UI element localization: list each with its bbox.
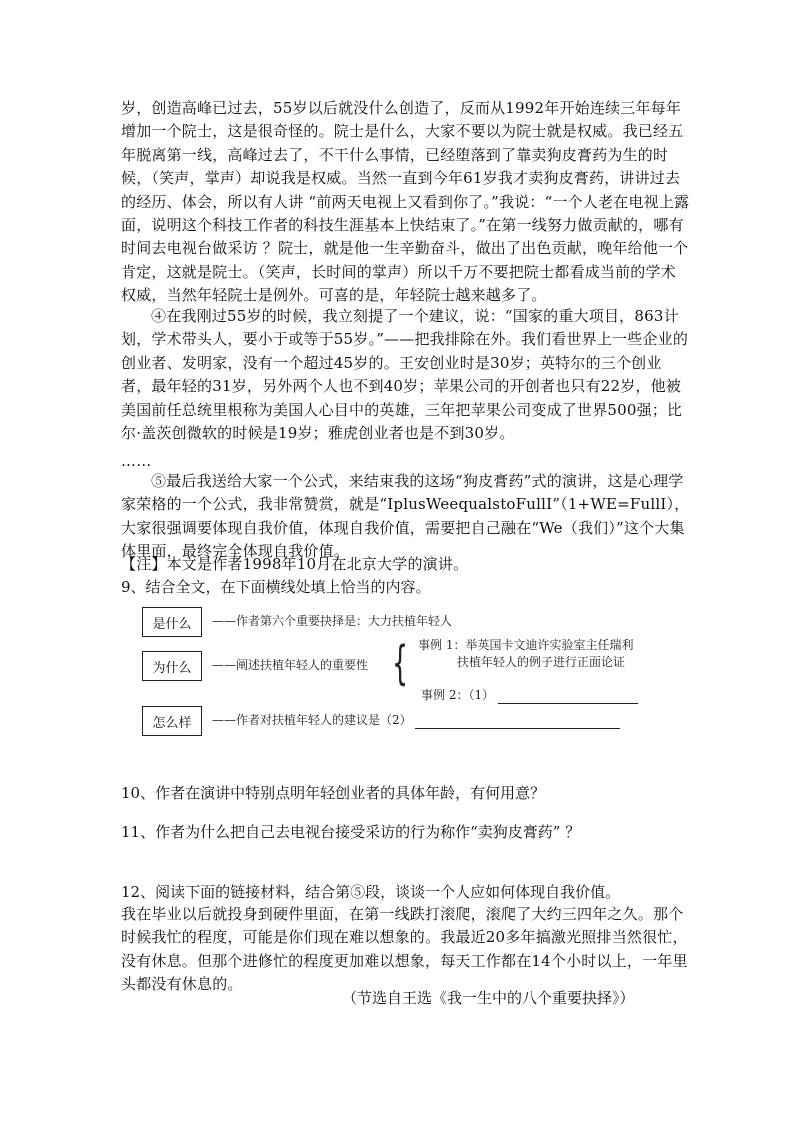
example-1-line1: 事例 1：举英国卡文迪许实验室主任瑞利 bbox=[418, 638, 634, 652]
link-material-source: （节选自王选《我一生中的八个重要抉择》） bbox=[342, 989, 635, 1007]
diagram-line-why: ——阐述扶植年轻人的重要性 bbox=[212, 658, 369, 672]
question-10: 10、作者在演讲中特别点明年轻创业者的具体年龄，有何用意？ bbox=[121, 784, 546, 802]
box-why-label: 为什么 bbox=[152, 660, 192, 676]
answer-blank-1[interactable] bbox=[498, 689, 638, 704]
example-2-line bbox=[421, 686, 638, 704]
box-why bbox=[142, 651, 202, 681]
passage-paragraph-5: ⑤最后我送给大家一个公式，来结束我的这场“狗皮膏药”式的演讲，这是心理学家荣格的一个公式，我非常赞赏，就是“IplusWeequalstoFullI”（1+WE=FullI），大家很强调要体现自我价值，体现自我价值，需要把自己融在“We（我们）”这个大集体里面，最终完全体现自我价值。 bbox=[121, 472, 690, 561]
diagram-line-how-label: ——作者对扶植年轻人的建议是（2） bbox=[212, 713, 412, 727]
box-what-label: 是什么 bbox=[152, 616, 192, 632]
box-what bbox=[142, 607, 202, 637]
link-material: 我在毕业以后就投身到硬件里面，在第一线跌打滚爬，滚爬了大约三四年之久。那个时候我忙的程度，可能是你们现在难以想象的。我最近20多年搞激光照排当然很忙，没有休息。但那个进修忙的程度更加难以想象，每天工作都在14个小时以上，一年里头都没有休息的。 bbox=[121, 905, 688, 994]
passage-paragraph-3: 岁，创造高峰已过去，55岁以后就没什么创造了，反而从1992年开始连续三年每年增加一个院士，这是很奇怪的。院士是什么，大家不要以为院士就是权威。我已经五年脱离第一线，高峰过去了，不干什么事情，已经堕落到了靠卖狗皮膏药为生的时候，（笑声，掌声）却说我是权威。当然一直到今年61岁我才卖狗皮膏药，讲讲过去的经历、体会，所以有人讲 “前两天电视上又看到你了。”我说：“一个人老在电视上露面，说明这个科技工作者的科技生涯基本上快结束了。”在第一线努力做贡献的，哪有时间去电视台做采访 ？院士，就是他一生辛勤奋斗，做出了出色贡献，晚年给他一个肯定，这就是院士。（笑声，长时间的掌声）所以千万不要把院士都看成当前的学术权威，当然年轻院士是例外。可喜的是，年轻院士越来越多了。 bbox=[121, 99, 690, 305]
example-2-label: 事例 2：（1） bbox=[421, 688, 495, 702]
example-1-line2: 扶植年轻人的例子进行正面论证 bbox=[457, 655, 626, 669]
diagram-line-what: ——作者第六个重要抉择是：大力扶植年轻人 bbox=[212, 614, 453, 628]
brace-icon: { bbox=[392, 636, 409, 690]
question-9: 9、结合全文，在下面横线处填上恰当的内容。 bbox=[121, 578, 431, 596]
diagram-line-how bbox=[212, 711, 620, 729]
passage-paragraph-4: ④在我刚过55岁的时候，我立刻提了一个建议，说：“国家的重大项目，863计划，学术带头人，要小于或等于55岁。”——把我排除在外。我们看世界上一些企业的创业者、发明家，没有一个超过45岁的。王安创业时是30岁；英特尔的三个创业者，最年轻的31岁，另外两个人也不到40岁；苹果公司的开创者也只有22岁，他被美国前任总统里根称为美国人心目中的英雄，三年把苹果公司变成了世界500强；比尔·盖茨创微软的时候是19岁；雅虎创业者也是不到30岁。 bbox=[121, 307, 689, 443]
author-note: 【注】本文是作者1998年10月在北京大学的演讲。 bbox=[121, 555, 469, 573]
answer-blank-2[interactable] bbox=[415, 714, 620, 729]
ellipsis: …… bbox=[121, 452, 152, 470]
question-12: 12、阅读下面的链接材料，结合第⑤段，谈谈一个人应如何体现自我价值。 bbox=[121, 883, 621, 901]
box-how-label: 怎么样 bbox=[152, 715, 192, 731]
question-11: 11、作者为什么把自己去电视台接受采访的行为称作“卖狗皮膏药” ？ bbox=[121, 823, 581, 841]
box-how bbox=[142, 706, 202, 736]
